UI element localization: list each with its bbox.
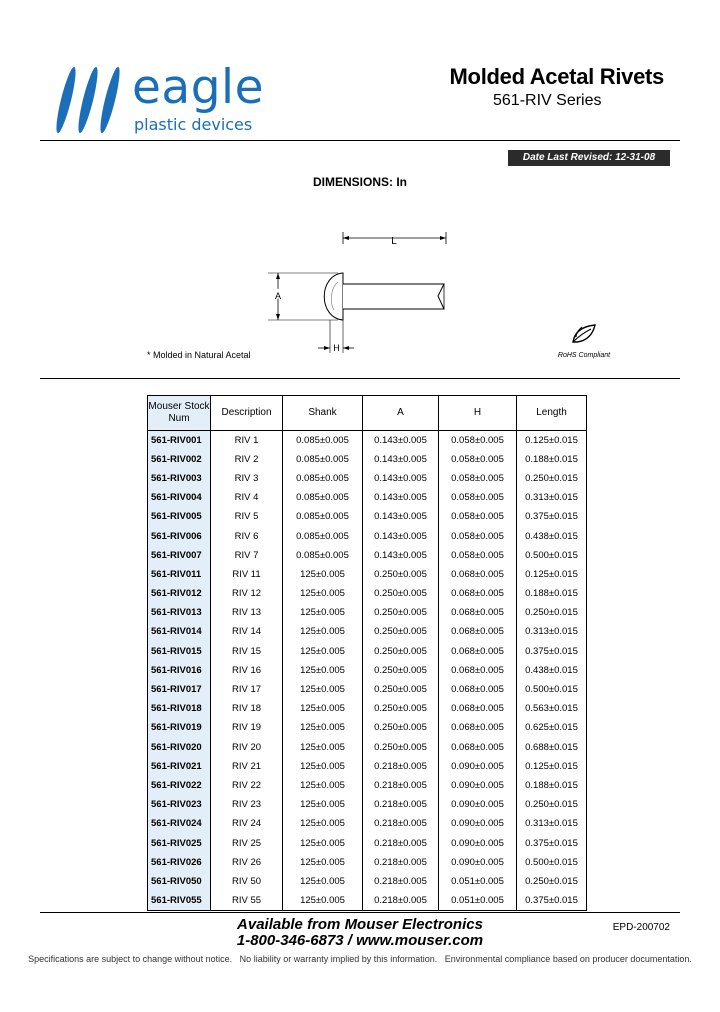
table-row (148, 488, 587, 507)
rivet-spec-table (147, 395, 587, 911)
cell-description: RIV 23 (211, 795, 283, 814)
cell-a: 0.218±0.005 (363, 814, 439, 833)
cell-shank: 125±0.005 (283, 814, 363, 833)
cell-stock-num: 561-RIV022 (148, 776, 211, 795)
header-description: Description (211, 396, 283, 431)
cell-shank: 125±0.005 (283, 661, 363, 680)
cell-h: 0.068±0.005 (439, 603, 517, 622)
cell-stock-num: 561-RIV017 (148, 680, 211, 699)
revised-date-badge: Date Last Revised: 12-31-08 (508, 150, 670, 166)
cell-length: 0.375±0.015 (517, 642, 587, 661)
cell-a: 0.250±0.005 (363, 699, 439, 718)
label-A: A (274, 291, 282, 301)
table-row (148, 526, 587, 545)
cell-description: RIV 19 (211, 718, 283, 737)
cell-stock-num: 561-RIV002 (148, 450, 211, 469)
table-row (148, 661, 587, 680)
cell-length: 0.438±0.015 (517, 661, 587, 680)
table-row (148, 507, 587, 526)
cell-h: 0.068±0.005 (439, 622, 517, 641)
cell-stock-num: 561-RIV016 (148, 661, 211, 680)
table-row (148, 718, 587, 737)
cell-description: RIV 26 (211, 853, 283, 872)
cell-length: 0.500±0.015 (517, 853, 587, 872)
header-shank: Shank (283, 396, 363, 431)
cell-stock-num: 561-RIV007 (148, 546, 211, 565)
table-row (148, 450, 587, 469)
cell-h: 0.068±0.005 (439, 680, 517, 699)
table-row (148, 622, 587, 641)
cell-description: RIV 5 (211, 507, 283, 526)
cell-shank: 125±0.005 (283, 622, 363, 641)
cell-stock-num: 561-RIV013 (148, 603, 211, 622)
cell-description: RIV 21 (211, 757, 283, 776)
page-subtitle: 561-RIV Series (493, 92, 602, 109)
cell-length: 0.250±0.015 (517, 795, 587, 814)
cell-stock-num: 561-RIV014 (148, 622, 211, 641)
cell-description: RIV 50 (211, 872, 283, 891)
table-row (148, 891, 587, 910)
top-divider (40, 140, 680, 141)
cell-length: 0.625±0.015 (517, 718, 587, 737)
cell-a: 0.218±0.005 (363, 891, 439, 910)
cell-length: 0.250±0.015 (517, 603, 587, 622)
cell-length: 0.313±0.015 (517, 622, 587, 641)
brand-tagline: plastic devices (134, 115, 253, 134)
cell-h: 0.068±0.005 (439, 738, 517, 757)
table-row (148, 584, 587, 603)
cell-shank: 125±0.005 (283, 776, 363, 795)
cell-length: 0.375±0.015 (517, 507, 587, 526)
cell-stock-num: 561-RIV025 (148, 833, 211, 852)
table-header-row (148, 396, 587, 431)
cell-stock-num: 561-RIV001 (148, 431, 211, 450)
cell-a: 0.143±0.005 (363, 488, 439, 507)
table-row (148, 699, 587, 718)
cell-shank: 125±0.005 (283, 699, 363, 718)
cell-h: 0.058±0.005 (439, 450, 517, 469)
table-row (148, 814, 587, 833)
cell-a: 0.143±0.005 (363, 469, 439, 488)
cell-length: 0.250±0.015 (517, 872, 587, 891)
rohs-label: RoHS Compliant (557, 352, 611, 359)
cell-stock-num: 561-RIV012 (148, 584, 211, 603)
mid-divider (40, 378, 680, 379)
cell-description: RIV 25 (211, 833, 283, 852)
cell-h: 0.058±0.005 (439, 546, 517, 565)
cell-description: RIV 18 (211, 699, 283, 718)
logo-stripes-icon (50, 62, 128, 138)
cell-stock-num: 561-RIV050 (148, 872, 211, 891)
cell-description: RIV 17 (211, 680, 283, 699)
cell-h: 0.090±0.005 (439, 833, 517, 852)
cell-a: 0.250±0.005 (363, 642, 439, 661)
table-row (148, 833, 587, 852)
cell-a: 0.143±0.005 (363, 507, 439, 526)
cell-length: 0.313±0.015 (517, 488, 587, 507)
cell-description: RIV 16 (211, 661, 283, 680)
cell-description: RIV 7 (211, 546, 283, 565)
cell-description: RIV 14 (211, 622, 283, 641)
cell-a: 0.250±0.005 (363, 584, 439, 603)
cell-shank: 125±0.005 (283, 680, 363, 699)
cell-length: 0.500±0.015 (517, 680, 587, 699)
material-note: * Molded in Natural Acetal (147, 350, 251, 360)
cell-shank: 125±0.005 (283, 872, 363, 891)
cell-a: 0.250±0.005 (363, 622, 439, 641)
table-row (148, 565, 587, 584)
table-row (148, 642, 587, 661)
cell-a: 0.143±0.005 (363, 526, 439, 545)
cell-a: 0.250±0.005 (363, 603, 439, 622)
cell-a: 0.250±0.005 (363, 565, 439, 584)
cell-h: 0.068±0.005 (439, 661, 517, 680)
cell-h: 0.090±0.005 (439, 795, 517, 814)
dimensions-heading: DIMENSIONS: In (312, 175, 407, 189)
cell-stock-num: 561-RIV004 (148, 488, 211, 507)
cell-shank: 125±0.005 (283, 833, 363, 852)
cell-shank: 125±0.005 (283, 603, 363, 622)
cell-shank: 125±0.005 (283, 738, 363, 757)
cell-shank: 0.085±0.005 (283, 507, 363, 526)
header-a: A (363, 396, 439, 431)
cell-length: 0.500±0.015 (517, 546, 587, 565)
cell-description: RIV 22 (211, 776, 283, 795)
header-stock-num: Mouser Stock Num (148, 396, 211, 431)
cell-shank: 0.085±0.005 (283, 526, 363, 545)
cell-length: 0.375±0.015 (517, 891, 587, 910)
cell-shank: 125±0.005 (283, 891, 363, 910)
cell-length: 0.438±0.015 (517, 526, 587, 545)
cell-a: 0.250±0.005 (363, 718, 439, 737)
cell-a: 0.218±0.005 (363, 853, 439, 872)
disclaimer: Specifications are subject to change without notice. No liability or warranty implied by this information. Environmental compliance based on producer documentation. (28, 954, 692, 964)
cell-description: RIV 15 (211, 642, 283, 661)
rohs-badge (554, 322, 614, 359)
cell-stock-num: 561-RIV023 (148, 795, 211, 814)
cell-length: 0.188±0.015 (517, 776, 587, 795)
cell-a: 0.218±0.005 (363, 833, 439, 852)
cell-stock-num: 561-RIV015 (148, 642, 211, 661)
document-id: EPD-200702 (612, 922, 670, 933)
cell-a: 0.143±0.005 (363, 450, 439, 469)
cell-h: 0.068±0.005 (439, 699, 517, 718)
cell-shank: 125±0.005 (283, 565, 363, 584)
cell-h: 0.090±0.005 (439, 814, 517, 833)
cell-shank: 125±0.005 (283, 795, 363, 814)
cell-stock-num: 561-RIV024 (148, 814, 211, 833)
cell-length: 0.563±0.015 (517, 699, 587, 718)
label-H: H (333, 343, 340, 353)
cell-description: RIV 11 (211, 565, 283, 584)
cell-stock-num: 561-RIV055 (148, 891, 211, 910)
cell-length: 0.188±0.015 (517, 584, 587, 603)
bottom-divider (40, 912, 680, 913)
table-row (148, 757, 587, 776)
cell-length: 0.125±0.015 (517, 565, 587, 584)
cell-a: 0.250±0.005 (363, 661, 439, 680)
cell-description: RIV 20 (211, 738, 283, 757)
cell-h: 0.090±0.005 (439, 853, 517, 872)
table-body (148, 431, 587, 911)
table-row (148, 431, 587, 450)
cell-stock-num: 561-RIV026 (148, 853, 211, 872)
cell-shank: 125±0.005 (283, 642, 363, 661)
cell-description: RIV 3 (211, 469, 283, 488)
cell-h: 0.051±0.005 (439, 891, 517, 910)
cell-h: 0.068±0.005 (439, 565, 517, 584)
cell-stock-num: 561-RIV019 (148, 718, 211, 737)
table-row (148, 603, 587, 622)
cell-description: RIV 2 (211, 450, 283, 469)
leaf-icon (569, 322, 599, 346)
cell-description: RIV 24 (211, 814, 283, 833)
cell-stock-num: 561-RIV006 (148, 526, 211, 545)
cell-h: 0.058±0.005 (439, 507, 517, 526)
availability-line: Available from Mouser Electronics (237, 916, 483, 933)
cell-length: 0.125±0.015 (517, 757, 587, 776)
cell-a: 0.218±0.005 (363, 795, 439, 814)
table-row (148, 738, 587, 757)
cell-stock-num: 561-RIV020 (148, 738, 211, 757)
brand-name: eagle (132, 60, 265, 115)
cell-length: 0.125±0.015 (517, 431, 587, 450)
cell-description: RIV 55 (211, 891, 283, 910)
cell-shank: 125±0.005 (283, 853, 363, 872)
cell-shank: 0.085±0.005 (283, 546, 363, 565)
cell-stock-num: 561-RIV021 (148, 757, 211, 776)
cell-shank: 125±0.005 (283, 584, 363, 603)
cell-stock-num: 561-RIV003 (148, 469, 211, 488)
cell-h: 0.090±0.005 (439, 776, 517, 795)
cell-shank: 125±0.005 (283, 757, 363, 776)
table-row (148, 853, 587, 872)
rivet-diagram (268, 228, 458, 356)
cell-a: 0.250±0.005 (363, 738, 439, 757)
cell-a: 0.218±0.005 (363, 776, 439, 795)
table-row (148, 469, 587, 488)
brand-logo (50, 62, 280, 144)
cell-h: 0.058±0.005 (439, 431, 517, 450)
label-L: L (391, 236, 397, 247)
cell-h: 0.090±0.005 (439, 757, 517, 776)
cell-h: 0.068±0.005 (439, 642, 517, 661)
cell-a: 0.143±0.005 (363, 546, 439, 565)
cell-description: RIV 1 (211, 431, 283, 450)
cell-length: 0.188±0.015 (517, 450, 587, 469)
cell-stock-num: 561-RIV011 (148, 565, 211, 584)
cell-h: 0.058±0.005 (439, 526, 517, 545)
cell-a: 0.250±0.005 (363, 680, 439, 699)
cell-shank: 0.085±0.005 (283, 450, 363, 469)
cell-length: 0.375±0.015 (517, 833, 587, 852)
table-row (148, 776, 587, 795)
cell-shank: 0.085±0.005 (283, 469, 363, 488)
cell-length: 0.313±0.015 (517, 814, 587, 833)
page-title: Molded Acetal Rivets (449, 64, 664, 89)
cell-stock-num: 561-RIV005 (148, 507, 211, 526)
cell-h: 0.068±0.005 (439, 584, 517, 603)
header-h: H (439, 396, 517, 431)
cell-h: 0.058±0.005 (439, 488, 517, 507)
table-row (148, 546, 587, 565)
cell-a: 0.218±0.005 (363, 872, 439, 891)
cell-length: 0.250±0.015 (517, 469, 587, 488)
cell-description: RIV 12 (211, 584, 283, 603)
cell-description: RIV 6 (211, 526, 283, 545)
cell-a: 0.218±0.005 (363, 757, 439, 776)
cell-h: 0.051±0.005 (439, 872, 517, 891)
cell-h: 0.068±0.005 (439, 718, 517, 737)
cell-length: 0.688±0.015 (517, 738, 587, 757)
cell-shank: 0.085±0.005 (283, 488, 363, 507)
cell-shank: 0.085±0.005 (283, 431, 363, 450)
cell-description: RIV 4 (211, 488, 283, 507)
contact-line: 1-800-346-6873 / www.mouser.com (236, 932, 484, 949)
table-row (148, 680, 587, 699)
cell-description: RIV 13 (211, 603, 283, 622)
cell-h: 0.058±0.005 (439, 469, 517, 488)
cell-stock-num: 561-RIV018 (148, 699, 211, 718)
table-row (148, 795, 587, 814)
table-row (148, 872, 587, 891)
cell-a: 0.143±0.005 (363, 431, 439, 450)
header-length: Length (517, 396, 587, 431)
cell-shank: 125±0.005 (283, 718, 363, 737)
